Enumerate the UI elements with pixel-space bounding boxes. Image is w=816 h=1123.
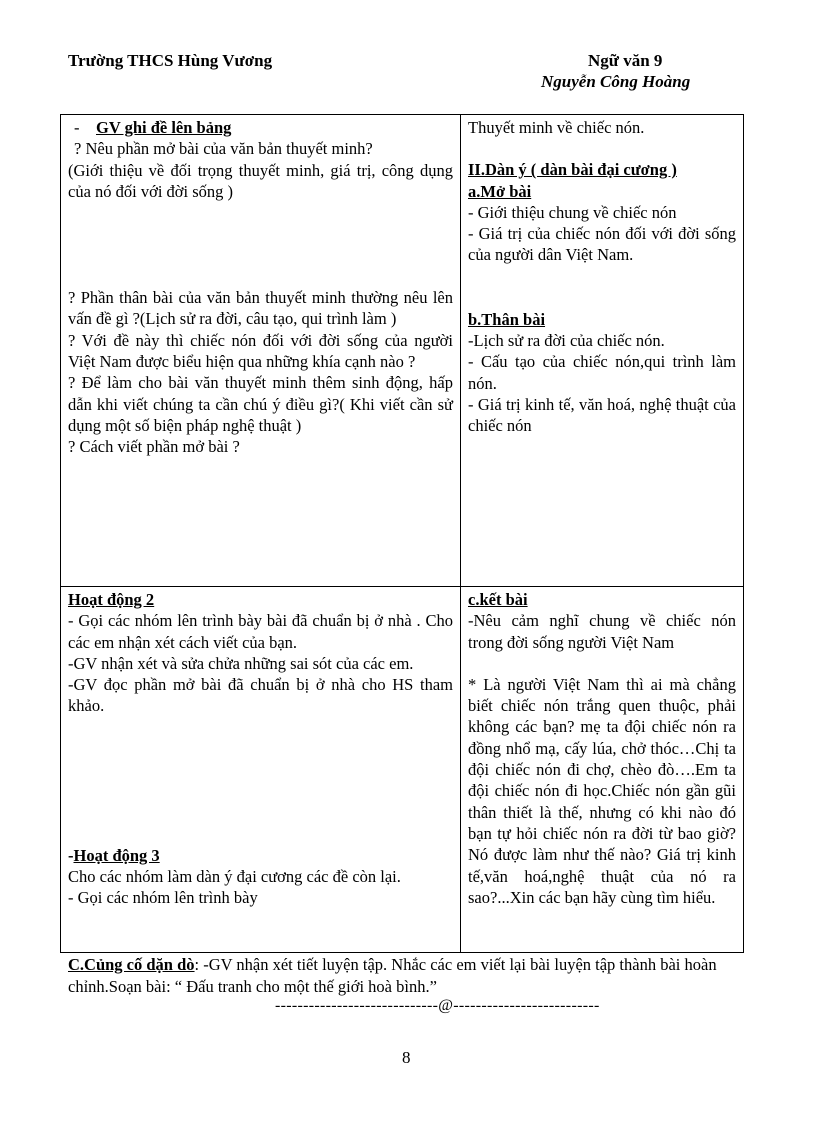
gv-heading: GV ghi đề lên bảng xyxy=(96,118,232,137)
activity-2-item-1: - Gọi các nhóm lên trình bày bài đã chuẩn bị ở nhà . Cho các em nhận xét cách viết của bạn. xyxy=(68,611,453,652)
lesson-table xyxy=(60,114,744,953)
activities-cell-1 xyxy=(61,115,461,587)
sample-paragraph: * Là người Việt Nam thì ai mà chẳng biết chiếc nón trắng quen thuộc, phải không các bạn? mẹ ta đội chiếc nón ra đồng nhổ mạ, cấy lúa, chở thóc…Chị ta đội chiếc nón đi chợ, chèo đò….Em ta đội chiếc nón đi học.Chiếc nón gần gũi thân thiết là thế, nhưng có khi nào đó bạn tự hỏi chiếc nón ra đời từ bao giờ? Nó được làm như thế nào? Giá trị kinh tế,văn hoá,nghệ thuật của nó ra sao?...Xin các bạn hãy cùng tìm hiểu. xyxy=(468,674,736,907)
page-number: 8 xyxy=(402,1048,411,1067)
activity-2-item-2: -GV nhận xét và sửa chửa những sai sót của các em. xyxy=(68,653,414,673)
question-opening-answer: (Giới thiệu về đối trọng thuyết minh, giá trị, công dụng của nó đối với đời sống ) xyxy=(68,160,453,201)
body-item-2: - Cấu tạo của chiếc nón,qui trình làm nón. xyxy=(468,352,736,393)
consolidation xyxy=(68,954,758,997)
dash: - xyxy=(68,845,74,865)
school-name: Trường THCS Hùng Vương xyxy=(68,51,273,70)
teacher-name: Nguyễn Công Hoàng xyxy=(541,72,691,91)
opening-item-2: - Giá trị của chiếc nón đối với đời sống của người dân Việt Nam. xyxy=(468,224,736,265)
conclusion-heading: c.kết bài xyxy=(468,590,528,609)
body-heading: b.Thân bài xyxy=(468,309,546,329)
dash: - xyxy=(74,118,80,137)
opening-heading: a.Mở bài xyxy=(468,181,532,201)
question-engaging: ? Để làm cho bài văn thuyết minh thêm sinh động, hấp dẫn khi viết chúng ta cần chú ý điều gì?( Khi viết cần sử dụng một số biện pháp nghệ thuật ) xyxy=(68,373,453,435)
activities-cell-2 xyxy=(61,587,461,953)
activity-3-item-2: - Gọi các nhóm lên trình bày xyxy=(68,888,258,908)
conclusion-item: -Nêu cảm nghĩ chung về chiếc nón trong đời sống người Việt Nam xyxy=(468,611,736,652)
outline-heading: II.Dàn ý ( dàn bài đại cương ) xyxy=(468,160,677,180)
activity-3-heading-line xyxy=(68,845,453,866)
subject-name: Ngữ văn 9 xyxy=(588,51,663,70)
question-aspects: ? Với đề này thì chiếc nón đối với đời sống của người Việt Nam được biểu hiện qua những khía cạnh nào ? xyxy=(68,330,453,372)
content-cell-1 xyxy=(461,115,744,587)
opening-item-1: - Giới thiệu chung về chiếc nón xyxy=(468,202,677,222)
question-body: ? Phần thân bài của văn bản thuyết minh thường nêu lên vấn đề gì ?(Lịch sử ra đời, câu tạo, qui trình làm ) xyxy=(68,288,453,329)
body-item-1: -Lịch sử ra đời của chiếc nón. xyxy=(468,331,665,351)
body-item-3: - Giá trị kinh tế, văn hoá, nghệ thuật của chiếc nón xyxy=(468,394,736,436)
separator-line: -----------------------------@-------------------------- xyxy=(275,997,600,1014)
topic: Thuyết minh về chiếc nón. xyxy=(468,118,645,137)
question-write-opening: ? Cách viết phần mở bài ? xyxy=(68,437,240,457)
gv-heading-line xyxy=(68,117,453,138)
consolidation-text: : -GV nhận xét tiết luyện tập. Nhắc các em viết lại bài luyện tập thành bài hoàn chỉnh.Soạn bài: “ Đấu tranh cho một thế giới hoà bình.” xyxy=(68,955,717,996)
activity-2-heading: Hoạt động 2 xyxy=(68,590,155,609)
question-opening: ? Nêu phần mở bài của văn bản thuyết minh? xyxy=(74,139,373,159)
content-cell-2 xyxy=(461,587,744,953)
activity-3-heading: Hoạt động 3 xyxy=(73,845,160,865)
activity-2-item-3: -GV đọc phần mở bài đã chuẩn bị ở nhà cho HS tham khảo. xyxy=(68,675,453,716)
consolidation-label: C.Củng cố dặn dò xyxy=(68,955,195,974)
activity-3-item-1: Cho các nhóm làm dàn ý đại cương các đề còn lại. xyxy=(68,867,401,887)
